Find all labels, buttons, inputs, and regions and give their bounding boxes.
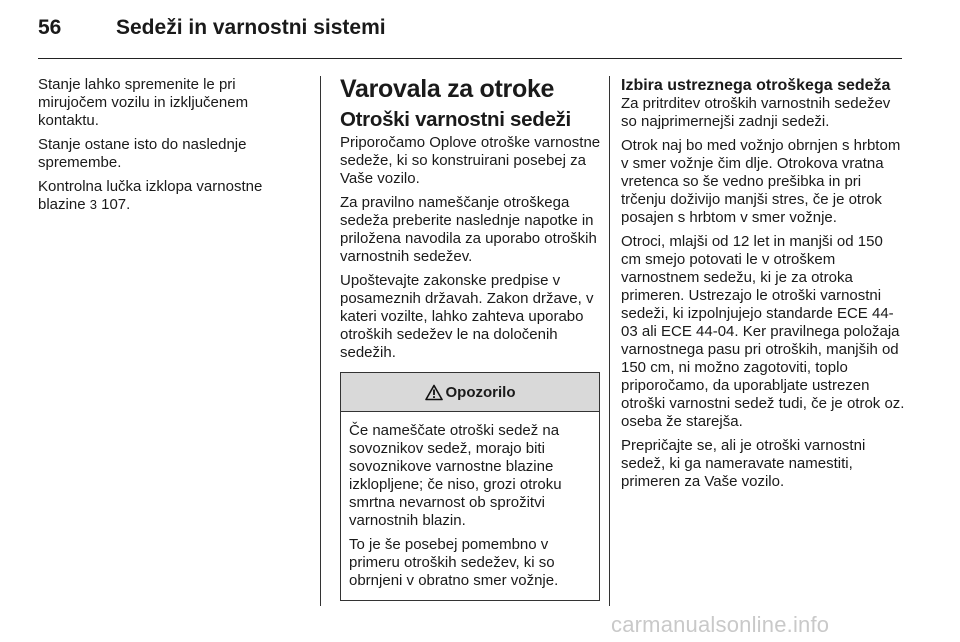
warning-box [340,372,600,601]
watermark: carmanualsonline.info [611,612,830,637]
page-header-title: Sedeži in varnostni sistemi [116,16,386,39]
page-number: 56 [38,16,62,39]
warning-paragraph: To je še posebej pomembno v primeru otroških sedežev, ki so obrnjeni v obratno smer vožnje. [349,536,559,589]
paragraph: Upoštevajte zakonske predpise v posameznih državah. Zakon države, v kateri vozilte, lahko zahteva uporabo otroških sedežev le na določenih sedežih. [340,272,594,361]
reference-page[interactable]: 107. [101,196,131,213]
paragraph: Stanje lahko spremenite le pri mirujočem vozilu in izključenem kontaktu. [38,76,249,129]
paragraph: Za pravilno nameščanje otroškega sedeža preberite naslednje napotke in priložena navodila za uporabo otroških varnostnih sedežev. [340,194,597,265]
subsection-heading: Izbira ustreznega otroškega sedeža [621,77,891,94]
warning-title: Opozorilo [445,383,516,401]
header-rule [38,58,902,59]
right-column [621,76,905,497]
section-title: Varovala za otroke [340,75,555,103]
warning-triangle-icon [425,384,443,401]
column-divider [609,76,610,606]
paragraph: Prepričajte se, ali je otroški varnostni sedež, ki ga nameravate namestiti, primeren za Vaše vozilo. [621,437,866,490]
middle-column [340,74,602,601]
paragraph: Priporočamo Oplove otroške varnostne sedeže, ki so konstruirani posebej za Vaše vozilo. [340,134,601,187]
warning-body [341,412,599,600]
subsection-title: Otroški varnostni sedeži [340,108,571,131]
warning-header [341,373,599,412]
paragraph: Za pritrditev otroških varnostnih sedežev so najprimernejši zadnji sedeži. [621,95,891,130]
reference-text: Kontrolna lučka izklopa varnostne blazine [38,178,263,213]
column-divider [320,76,321,606]
paragraph: Otrok naj bo med vožnjo obrnjen s hrbtom v smer vožnje čim dlje. Otrokova vratna vretenca so še vedno prešibka in pri trčenju doživijo manjši stres, če je otrok posajen s hrbtom v smer vožnje. [621,137,901,226]
cross-reference [38,178,298,214]
paragraph: Stanje ostane isto do naslednje spremembe. [38,136,247,171]
page-reference-arrow-icon: 3 [89,197,97,212]
paragraph: Otroci, mlajši od 12 let in manjši od 150 cm smejo potovati le v otroškem varnostnem sedežu, ki je za otroka primeren. Ustrezajo le otroški varnostni sedeži, ki izpolnjujejo standarde ECE 44-03 ali ECE 44-04. Ker pravilnega položaja varnostnega pasu pri otroških, manjših od 150 cm, ni možno zagotoviti, toplo priporočamo, da uporabljate ustrezen otroški varnostni sedež tudi, če je otrok oz. oseba že starejša. [621,233,905,430]
warning-paragraph: Če nameščate otroški sedež na sovoznikov sedež, morajo biti sovoznikove varnostne blazine izklopljene; če niso, grozi otroku smrtna nevarnost ob sprožitvi varnostnih blazin. [349,422,562,529]
left-column [38,76,298,220]
